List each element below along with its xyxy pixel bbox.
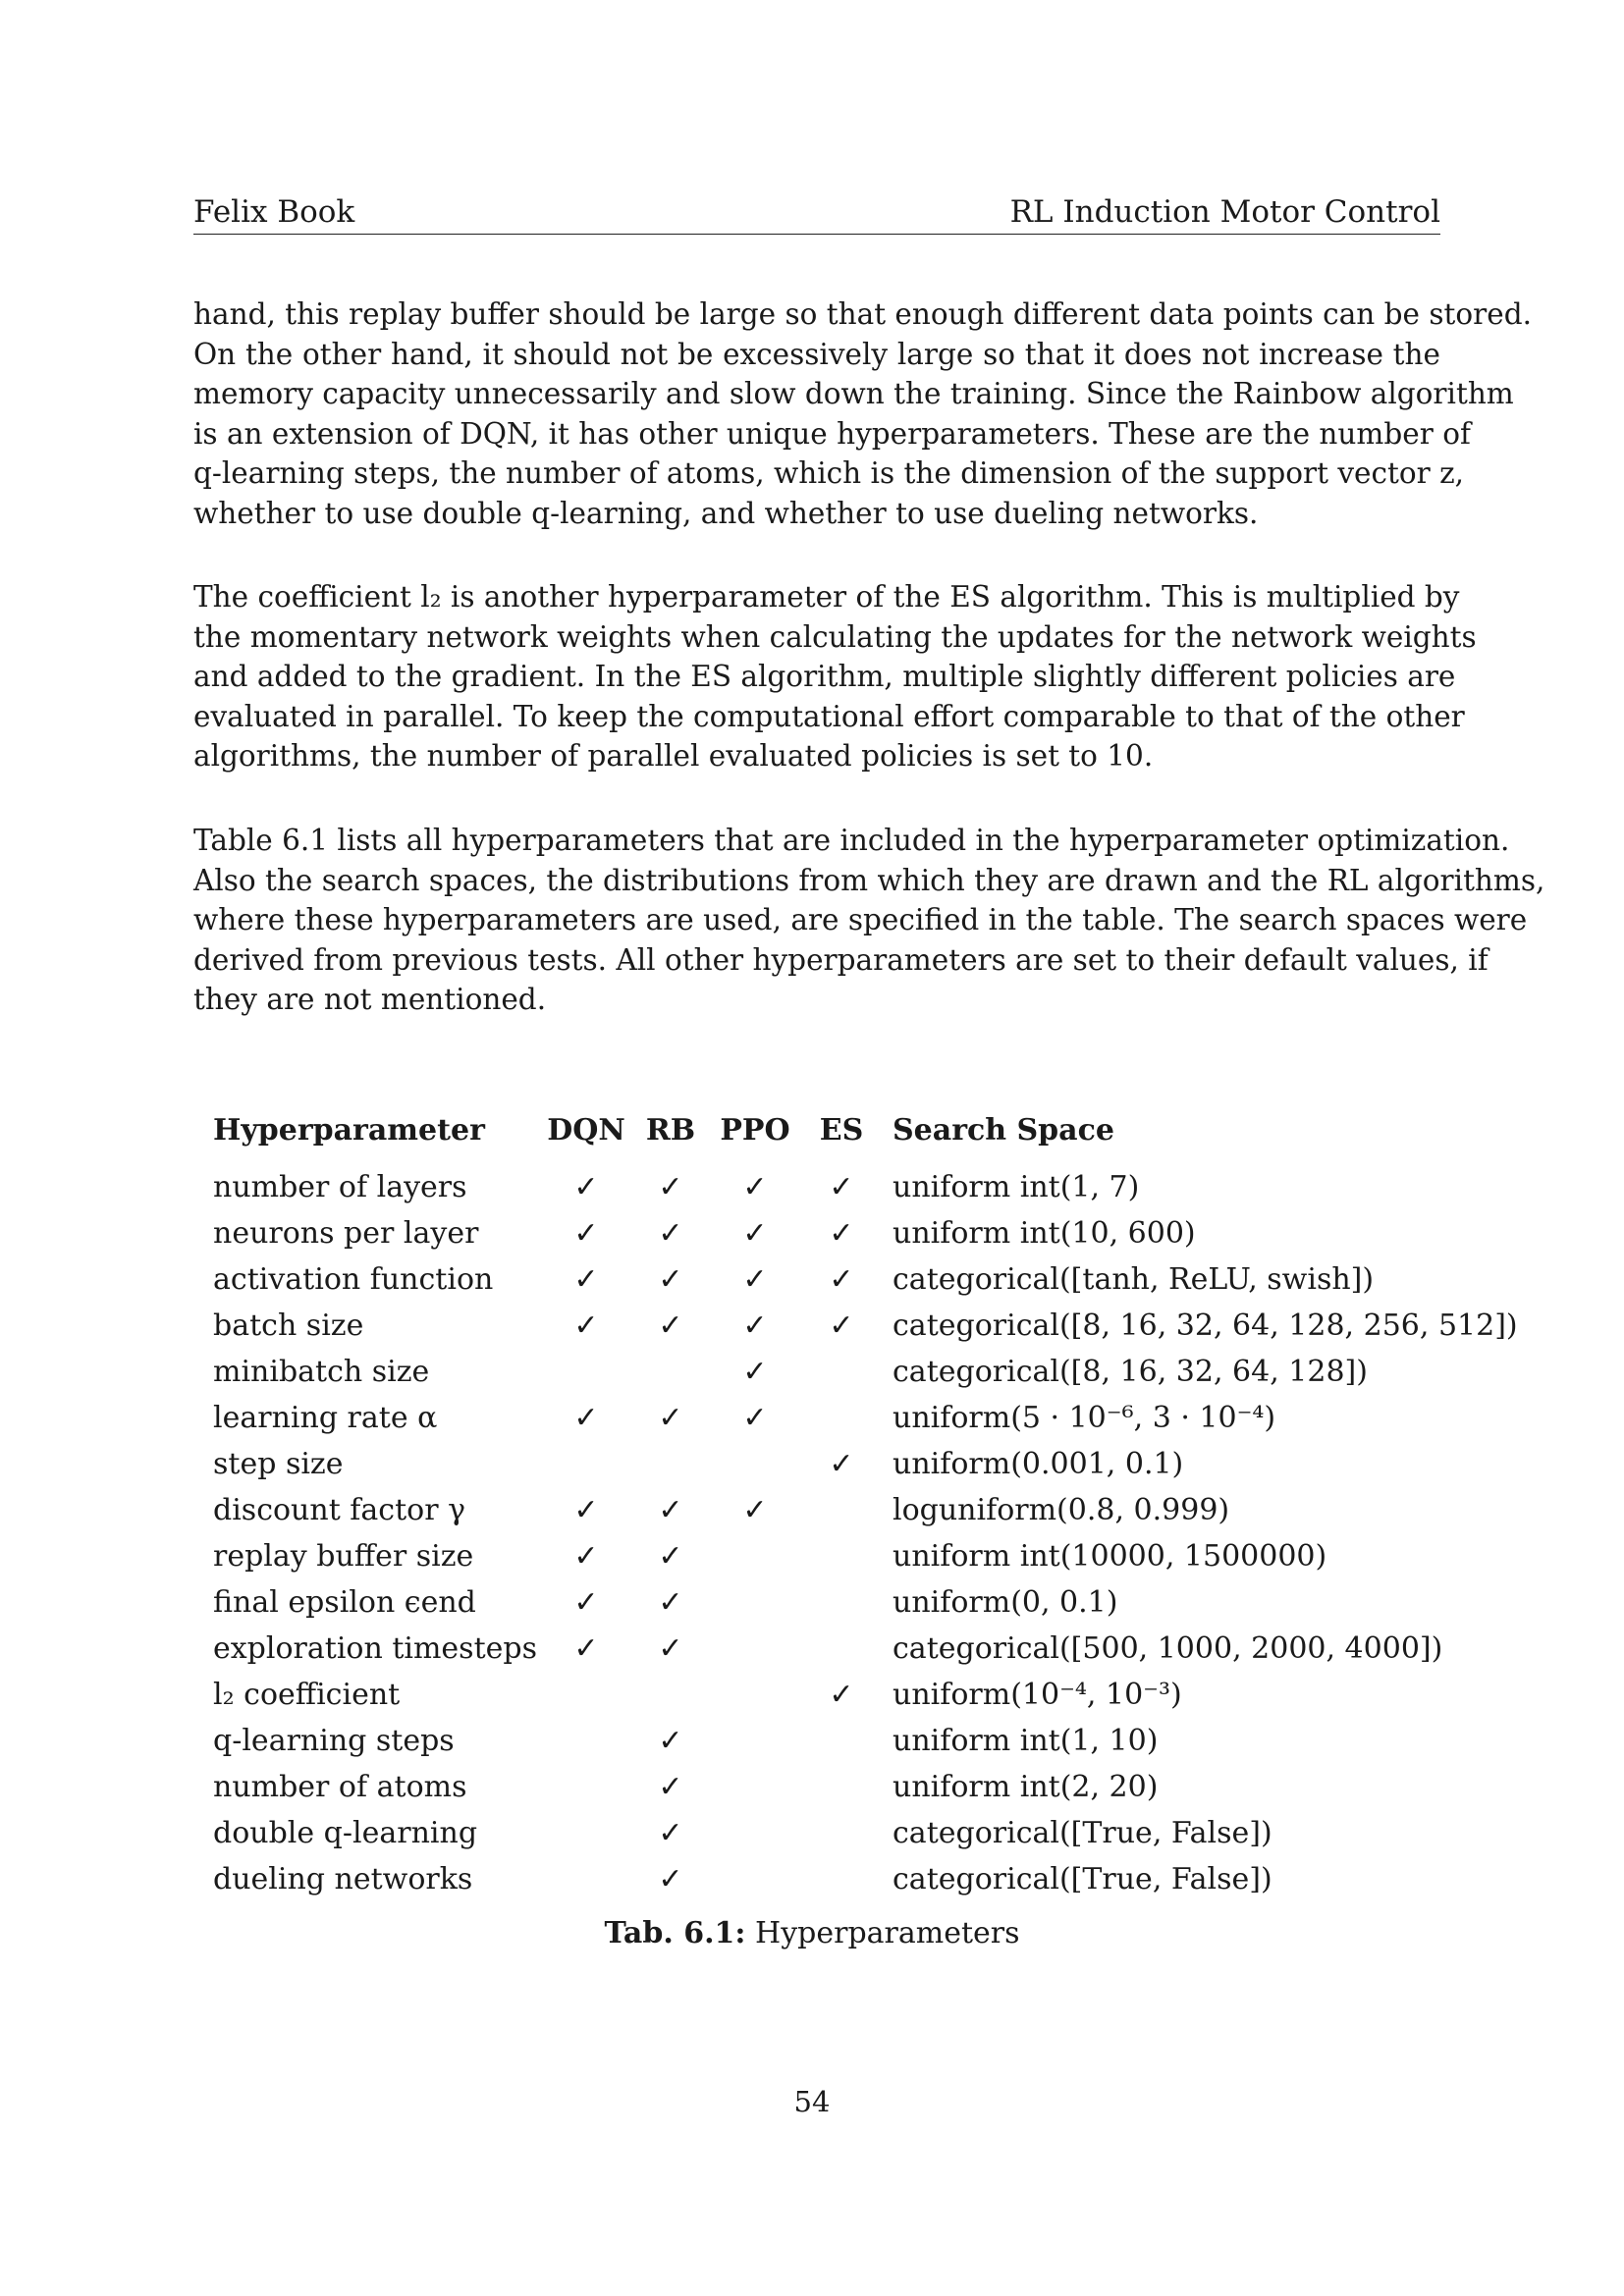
text-line: is an extension of DQN, it has other unique hyperparameters. These are the number of: [193, 416, 1471, 451]
cell-es: ✓: [829, 1447, 854, 1481]
cell-dqn: [537, 1856, 635, 1902]
text-line: and added to the gradient. In the ES algorithm, multiple slightly different policies are: [193, 660, 1456, 693]
table-row: [213, 1256, 1518, 1303]
table-row: [213, 1441, 1518, 1487]
cell-ppo: ✓: [742, 1170, 768, 1204]
column-header-dqn: DQN: [547, 1113, 625, 1148]
cell-hyperparameter: double q-learning: [213, 1816, 478, 1850]
cell-rb: ✓: [658, 1862, 683, 1896]
cell-search-space: uniform(0.001, 0.1): [893, 1447, 1184, 1481]
cell-es: [804, 1764, 879, 1810]
header-author: Felix Book: [193, 194, 355, 230]
cell-ppo: ✓: [742, 1216, 768, 1251]
cell-dqn: ✓: [573, 1539, 599, 1574]
cell-hyperparameter: step size: [213, 1447, 344, 1481]
cell-search-space: loguniform(0.8, 0.999): [893, 1493, 1230, 1527]
cell-search-space: categorical([500, 1000, 2000, 4000]): [893, 1631, 1443, 1666]
cell-es: [804, 1487, 879, 1533]
cell-hyperparameter: l₂ coefficient: [213, 1678, 401, 1712]
cell-es: [804, 1856, 879, 1902]
cell-ppo: [706, 1718, 804, 1764]
cell-dqn: [537, 1349, 635, 1395]
cell-hyperparameter: number of atoms: [213, 1770, 467, 1804]
table-row: [213, 1718, 1518, 1764]
cell-es: ✓: [829, 1308, 854, 1343]
text-line: memory capacity unnecessarily and slow down the training. Since the Rainbow algorithm: [193, 377, 1514, 410]
cell-search-space: uniform(0, 0.1): [893, 1585, 1118, 1620]
caption-text: Hyperparameters: [755, 1916, 1020, 1950]
table-row: [213, 1626, 1518, 1672]
table-row: [213, 1764, 1518, 1810]
text-line: whether to use double q-learning, and whether to use dueling networks.: [193, 496, 1259, 530]
cell-dqn: ✓: [573, 1493, 599, 1527]
cell-rb: ✓: [658, 1770, 683, 1804]
cell-es: [804, 1395, 879, 1441]
cell-dqn: ✓: [573, 1262, 599, 1297]
cell-search-space: categorical([8, 16, 32, 64, 128, 256, 512]): [893, 1308, 1518, 1343]
cell-search-space: uniform int(1, 7): [893, 1170, 1140, 1204]
cell-search-space: categorical([True, False]): [893, 1816, 1272, 1850]
cell-hyperparameter: activation function: [213, 1262, 494, 1297]
text-line: where these hyperparameters are used, are specified in the table. The search spaces were: [193, 903, 1528, 936]
table-row: [213, 1579, 1518, 1626]
cell-hyperparameter: neurons per layer: [213, 1216, 479, 1251]
cell-dqn: [537, 1441, 635, 1487]
table-row: [213, 1210, 1518, 1256]
text-line: Also the search spaces, the distributions from which they are drawn and the RL algorithms,: [193, 863, 1545, 897]
caption-label: Tab. 6.1:: [604, 1916, 746, 1950]
text-line: they are not mentioned.: [193, 983, 547, 1016]
cell-hyperparameter: number of layers: [213, 1170, 467, 1204]
paragraph-1: [193, 294, 1532, 533]
cell-ppo: ✓: [742, 1262, 768, 1297]
table-row: [213, 1303, 1518, 1349]
text-line: evaluated in parallel. To keep the computational effort comparable to that of the other: [193, 699, 1465, 733]
table-row: [213, 1164, 1518, 1210]
cell-rb: ✓: [658, 1539, 683, 1574]
cell-dqn: [537, 1672, 635, 1718]
cell-es: ✓: [829, 1262, 854, 1297]
cell-dqn: [537, 1810, 635, 1856]
cell-hyperparameter: learning rate α: [213, 1401, 438, 1435]
cell-rb: ✓: [658, 1585, 683, 1620]
cell-search-space: uniform int(2, 20): [893, 1770, 1159, 1804]
cell-rb: ✓: [658, 1724, 683, 1758]
text-line: the momentary network weights when calculating the updates for the network weights: [193, 619, 1477, 654]
cell-rb: ✓: [658, 1216, 683, 1251]
cell-rb: ✓: [658, 1170, 683, 1204]
paragraph-3: [193, 821, 1545, 1020]
cell-es: ✓: [829, 1678, 854, 1712]
cell-search-space: categorical([8, 16, 32, 64, 128]): [893, 1355, 1368, 1389]
cell-dqn: ✓: [573, 1216, 599, 1251]
cell-ppo: ✓: [742, 1493, 768, 1527]
cell-search-space: uniform(5 · 10⁻⁶, 3 · 10⁻⁴): [893, 1401, 1276, 1435]
cell-hyperparameter: final epsilon ϵend: [213, 1585, 476, 1620]
table-header-row: [213, 1107, 1518, 1164]
cell-es: [804, 1718, 879, 1764]
cell-ppo: [706, 1441, 804, 1487]
column-header-search-space: Search Space: [893, 1113, 1114, 1148]
cell-rb: [635, 1441, 706, 1487]
cell-rb: ✓: [658, 1493, 683, 1527]
table-row: [213, 1672, 1518, 1718]
column-header-es: ES: [819, 1113, 864, 1148]
cell-es: [804, 1533, 879, 1579]
cell-dqn: ✓: [573, 1631, 599, 1666]
table-row: [213, 1395, 1518, 1441]
cell-dqn: ✓: [573, 1170, 599, 1204]
table-row: [213, 1349, 1518, 1395]
column-header-rb: RB: [645, 1113, 696, 1148]
cell-rb: ✓: [658, 1262, 683, 1297]
cell-rb: ✓: [658, 1308, 683, 1343]
hyperparameter-table: [213, 1107, 1518, 1902]
paragraph-2: [193, 577, 1477, 776]
cell-rb: ✓: [658, 1631, 683, 1666]
cell-es: ✓: [829, 1216, 854, 1251]
cell-ppo: [706, 1856, 804, 1902]
cell-es: [804, 1626, 879, 1672]
cell-ppo: [706, 1810, 804, 1856]
cell-dqn: ✓: [573, 1401, 599, 1435]
cell-ppo: [706, 1764, 804, 1810]
cell-hyperparameter: minibatch size: [213, 1355, 430, 1389]
cell-ppo: [706, 1533, 804, 1579]
cell-dqn: ✓: [573, 1585, 599, 1620]
cell-rb: [635, 1672, 706, 1718]
page-number: 54: [793, 2085, 831, 2118]
column-header-ppo: PPO: [720, 1113, 790, 1148]
text-line: Table 6.1 lists all hyperparameters that are included in the hyperparameter optimization.: [193, 824, 1510, 857]
cell-hyperparameter: batch size: [213, 1308, 364, 1343]
cell-hyperparameter: q-learning steps: [213, 1724, 455, 1758]
text-line: On the other hand, it should not be excessively large so that it does not increase the: [193, 337, 1440, 371]
cell-hyperparameter: exploration timesteps: [213, 1631, 537, 1666]
cell-search-space: uniform int(10, 600): [893, 1216, 1196, 1251]
text-line: q-learning steps, the number of atoms, which is the dimension of the support vector z,: [193, 456, 1465, 490]
cell-dqn: [537, 1764, 635, 1810]
cell-search-space: categorical([True, False]): [893, 1862, 1272, 1896]
text-line: derived from previous tests. All other hyperparameters are set to their default values, if: [193, 942, 1489, 977]
table-caption: [0, 1914, 1624, 1953]
cell-hyperparameter: discount factor γ: [213, 1493, 466, 1527]
cell-search-space: uniform int(1, 10): [893, 1724, 1159, 1758]
cell-ppo: ✓: [742, 1308, 768, 1343]
cell-ppo: [706, 1579, 804, 1626]
cell-es: [804, 1810, 879, 1856]
cell-rb: [635, 1349, 706, 1395]
text-line: hand, this replay buffer should be large so that enough different data points can be stored.: [193, 297, 1532, 331]
cell-search-space: uniform(10⁻⁴, 10⁻³): [893, 1678, 1182, 1712]
column-header-hyperparameter: Hyperparameter: [213, 1113, 485, 1148]
cell-rb: ✓: [658, 1816, 683, 1850]
cell-ppo: [706, 1626, 804, 1672]
cell-hyperparameter: replay buffer size: [213, 1539, 474, 1574]
table-row: [213, 1487, 1518, 1533]
table-row: [213, 1810, 1518, 1856]
cell-ppo: [706, 1672, 804, 1718]
cell-search-space: uniform int(10000, 1500000): [893, 1539, 1327, 1574]
header-title: RL Induction Motor Control: [1009, 194, 1440, 230]
table-row: [213, 1533, 1518, 1579]
cell-ppo: ✓: [742, 1355, 768, 1389]
cell-es: ✓: [829, 1170, 854, 1204]
running-header: [193, 192, 1440, 235]
cell-dqn: [537, 1718, 635, 1764]
table-row: [213, 1856, 1518, 1902]
cell-search-space: categorical([tanh, ReLU, swish]): [893, 1262, 1375, 1297]
cell-rb: ✓: [658, 1401, 683, 1435]
cell-dqn: ✓: [573, 1308, 599, 1343]
text-line: algorithms, the number of parallel evaluated policies is set to 10.: [193, 739, 1154, 773]
cell-es: [804, 1579, 879, 1626]
cell-hyperparameter: dueling networks: [213, 1862, 473, 1896]
cell-es: [804, 1349, 879, 1395]
cell-ppo: ✓: [742, 1401, 768, 1435]
text-line: The coefficient l₂ is another hyperparameter of the ES algorithm. This is multiplied by: [193, 580, 1460, 614]
